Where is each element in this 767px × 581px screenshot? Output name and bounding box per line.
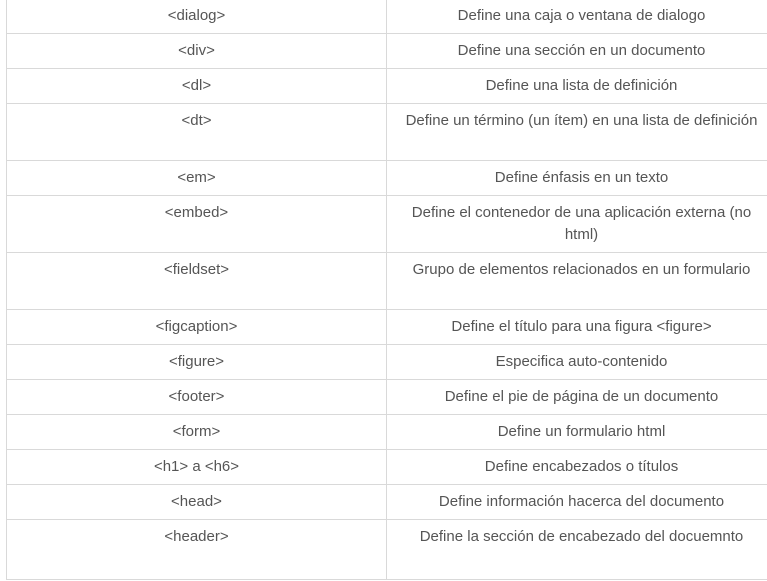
table-row bbox=[7, 415, 767, 450]
description-cell: Define énfasis en un texto bbox=[387, 161, 767, 196]
table-row bbox=[7, 253, 767, 310]
tag-cell: <figcaption> bbox=[7, 310, 387, 345]
tag-cell: <fieldset> bbox=[7, 253, 387, 310]
table-row bbox=[7, 485, 767, 520]
description-cell: Define encabezados o títulos bbox=[387, 450, 767, 485]
html-tags-table bbox=[6, 0, 767, 580]
table-row bbox=[7, 196, 767, 253]
description-cell: Define el título para una figura <figure> bbox=[387, 310, 767, 345]
description-cell: Define la sección de encabezado del docuemnto bbox=[387, 520, 767, 580]
description-cell: Grupo de elementos relacionados en un formulario bbox=[387, 253, 767, 310]
description-cell: Define un formulario html bbox=[387, 415, 767, 450]
tag-cell: <h1> a <h6> bbox=[7, 450, 387, 485]
table-row bbox=[7, 310, 767, 345]
description-cell: Define información hacerca del documento bbox=[387, 485, 767, 520]
table-row bbox=[7, 0, 767, 34]
table-row bbox=[7, 380, 767, 415]
table-row bbox=[7, 520, 767, 580]
description-cell: Define el pie de página de un documento bbox=[387, 380, 767, 415]
description-cell: Define una caja o ventana de dialogo bbox=[387, 0, 767, 34]
table-row bbox=[7, 345, 767, 380]
description-cell: Define una sección en un documento bbox=[387, 34, 767, 69]
description-cell: Define el contenedor de una aplicación externa (no html) bbox=[387, 196, 767, 253]
tag-cell: <footer> bbox=[7, 380, 387, 415]
table-row bbox=[7, 450, 767, 485]
table-row bbox=[7, 161, 767, 196]
tag-cell: <head> bbox=[7, 485, 387, 520]
tag-cell: <div> bbox=[7, 34, 387, 69]
tag-cell: <dl> bbox=[7, 69, 387, 104]
tag-cell: <em> bbox=[7, 161, 387, 196]
tag-cell: <embed> bbox=[7, 196, 387, 253]
table-row bbox=[7, 69, 767, 104]
description-cell: Especifica auto-contenido bbox=[387, 345, 767, 380]
tag-cell: <dialog> bbox=[7, 0, 387, 34]
tag-cell: <form> bbox=[7, 415, 387, 450]
description-cell: Define un término (un ítem) en una lista de definición bbox=[387, 104, 767, 161]
tag-cell: <dt> bbox=[7, 104, 387, 161]
tag-cell: <header> bbox=[7, 520, 387, 580]
table-row bbox=[7, 104, 767, 161]
description-cell: Define una lista de definición bbox=[387, 69, 767, 104]
table-row bbox=[7, 34, 767, 69]
tag-cell: <figure> bbox=[7, 345, 387, 380]
